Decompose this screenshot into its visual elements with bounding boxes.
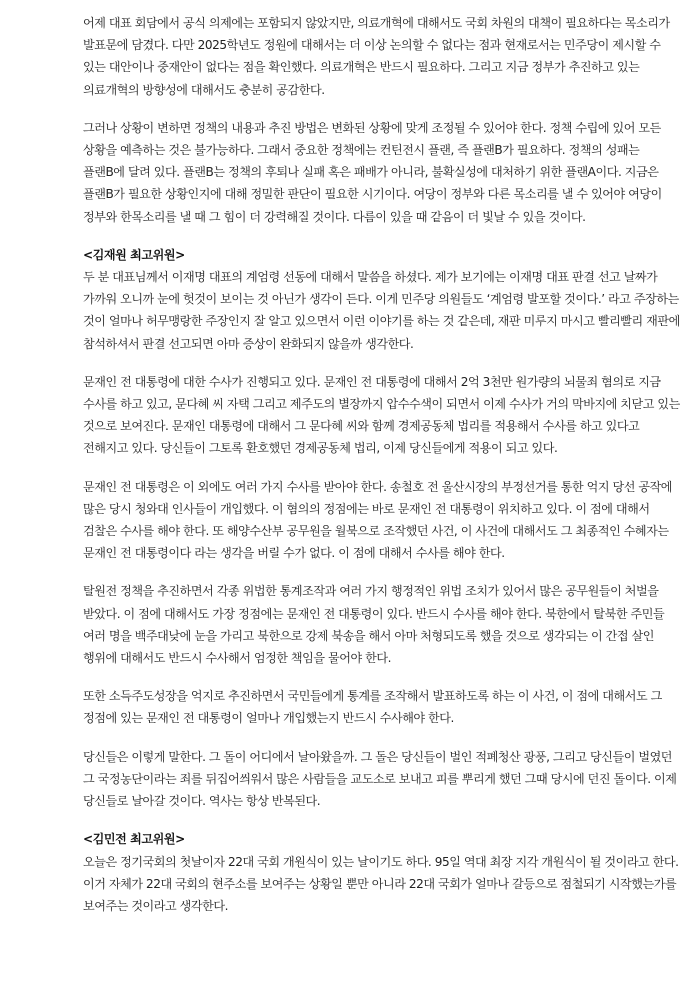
- paragraph: 문재인 전 대통령에 대한 수사가 진행되고 있다. 문재인 전 대통령에 대해서 2억 3천만 원가량의 뇌물죄 혐의로 지금 수사를 하고 있고, 문다혜 씨 자택 그리고 제주도의 별장까지 압수수색이 되면서 이제 수사가 거의 막바지에 치닫고 있는 것으로 보여진다. 문재인 대통령에 대해서 그 문다혜 씨와 함께 경제공동체 법리를 적용해서 수사를 하고 있다고 전해지고 있다. 당신들이 그토록 환호했던 경제공동체 법리, 이제 당신들에게 적용이 되고 있다.: [83, 374, 680, 456]
- speaker-heading-kim-jaewon: <김재원 최고위원>: [83, 247, 185, 262]
- speaker-heading-kim-minjeon: <김민전 최고위원>: [83, 832, 185, 847]
- paragraph: 그러나 상황이 변하면 정책의 내용과 추진 방법은 변화된 상황에 맞게 조정될 수 있어야 한다. 정책 수립에 있어 모든 상황을 예측하는 것은 불가능하다. 그래서 중요한 정책에는 컨틴전시 플랜, 즉 플랜B가 필요하다. 정책의 성패는 플랜B에 달려 있다. 플랜B는 정책의 후퇴나 실패 혹은 패배가 아니라, 불확실성에 대처하기 위한 플랜A이다. 지금은 플랜B가 필요한 상황인지에 대해 정밀한 판단이 필요한 시기이다. 여당이 정부와 다른 목소리를 낼 수 있어야 여당이 정부와 한목소리를 낼 때 그 힘이 더 강력해질 것이다. 다름이 있을 때 같음이 더 빛날 수 있을 것이다.: [83, 120, 662, 224]
- document-body: [83, 12, 683, 933]
- paragraph: 당신들은 이렇게 말한다. 그 돌이 어디에서 날아왔을까. 그 돌은 당신들이 벌인 적폐청산 광풍, 그리고 당신들이 벌였던 그 국정농단이라는 죄를 뒤집어씌워서 많은 사람들을 교도소로 보내고 피를 뿌리게 했던 그때 당시에 던진 돌이다. 이제 당신들로 날아갈 것이다. 역사는 항상 반복된다.: [83, 749, 677, 809]
- paragraph: 어제 대표 회담에서 공식 의제에는 포함되지 않았지만, 의료개혁에 대해서도 국회 차원의 대책이 필요하다는 목소리가 발표문에 담겼다. 다만 2025학년도 정원에 대해서는 더 이상 논의할 수 없다는 점과 현재로서는 민주당이 제시할 수 있는 대안이나 중재안이 없다는 점을 확인했다. 의료개혁은 반드시 필요하다. 그리고 지금 정부가 추진하고 있는 의료개혁의 방향성에 대해서도 충분히 공감한다.: [83, 16, 670, 97]
- paragraph: 오늘은 정기국회의 첫날이자 22대 국회 개원식이 있는 날이기도 하다. 95일 역대 최장 지각 개원식이 될 것이라고 한다. 이거 자체가 22대 국회의 현주소를 보여주는 상황일 뿐만 아니라 22대 국회가 얼마나 갈등으로 점철되기 시작했는가를 보여주는 것이라고 생각한다.: [83, 854, 679, 913]
- paragraph: 또한 소득주도성장을 억지로 추진하면서 국민들에게 통계를 조작해서 발표하도록 하는 이 사건, 이 점에 대해서도 그 정점에 있는 문재인 전 대통령이 얼마나 개입했는지 반드시 수사해야 한다.: [83, 689, 662, 726]
- paragraph: 탈원전 정책을 추진하면서 각종 위법한 통계조작과 여러 가지 행정적인 위법 조치가 있어서 많은 공무원들이 처벌을 받았다. 이 점에 대해서도 가장 정점에는 문재인 전 대통령이 있다. 반드시 수사를 해야 한다. 북한에서 탈북한 주민들 여러 명을 백주대낮에 눈을 가리고 북한으로 강제 북송을 해서 아마 처형되도록 했을 것으로 생각되는 이 간접 살인 행위에 대해서도 반드시 수사해서 엄정한 책임을 물어야 한다.: [83, 584, 665, 666]
- paragraph: 두 분 대표님께서 이재명 대표의 계엄령 선동에 대해서 말씀을 하셨다. 제가 보기에는 이재명 대표 판결 선고 날짜가 가까워 오니까 눈에 헛것이 보이는 것 아닌가 생각이 든다. 이게 민주당 의원들도 ‘계엄령 발포할 것이다.’ 라고 주장하는 것이 얼마나 허무맹랑한 주장인지 잘 알고 있으면서 이런 이야기를 하는 것 같은데, 재판 미루지 마시고 빨리빨리 재판에 참석하셔서 판결 선고되면 아마 증상이 완화되지 않을까 생각한다.: [83, 270, 680, 351]
- paragraph: 문재인 전 대통령은 이 외에도 여러 가지 수사를 받아야 한다. 송철호 전 울산시장의 부정선거를 통한 억지 당선 공작에 많은 당시 청와대 인사들이 개입했다. 이 혐의의 정점에는 바로 문재인 전 대통령이 위치하고 있다. 이 점에 대해서 검찰은 수사를 해야 한다. 또 해양수산부 공무원을 월북으로 조작했던 사건, 이 사건에 대해서도 그 최종적인 수혜자는 문재인 전 대통령이다 라는 생각을 버릴 수가 없다. 이 점에 대해서 수사를 해야 한다.: [83, 479, 673, 561]
